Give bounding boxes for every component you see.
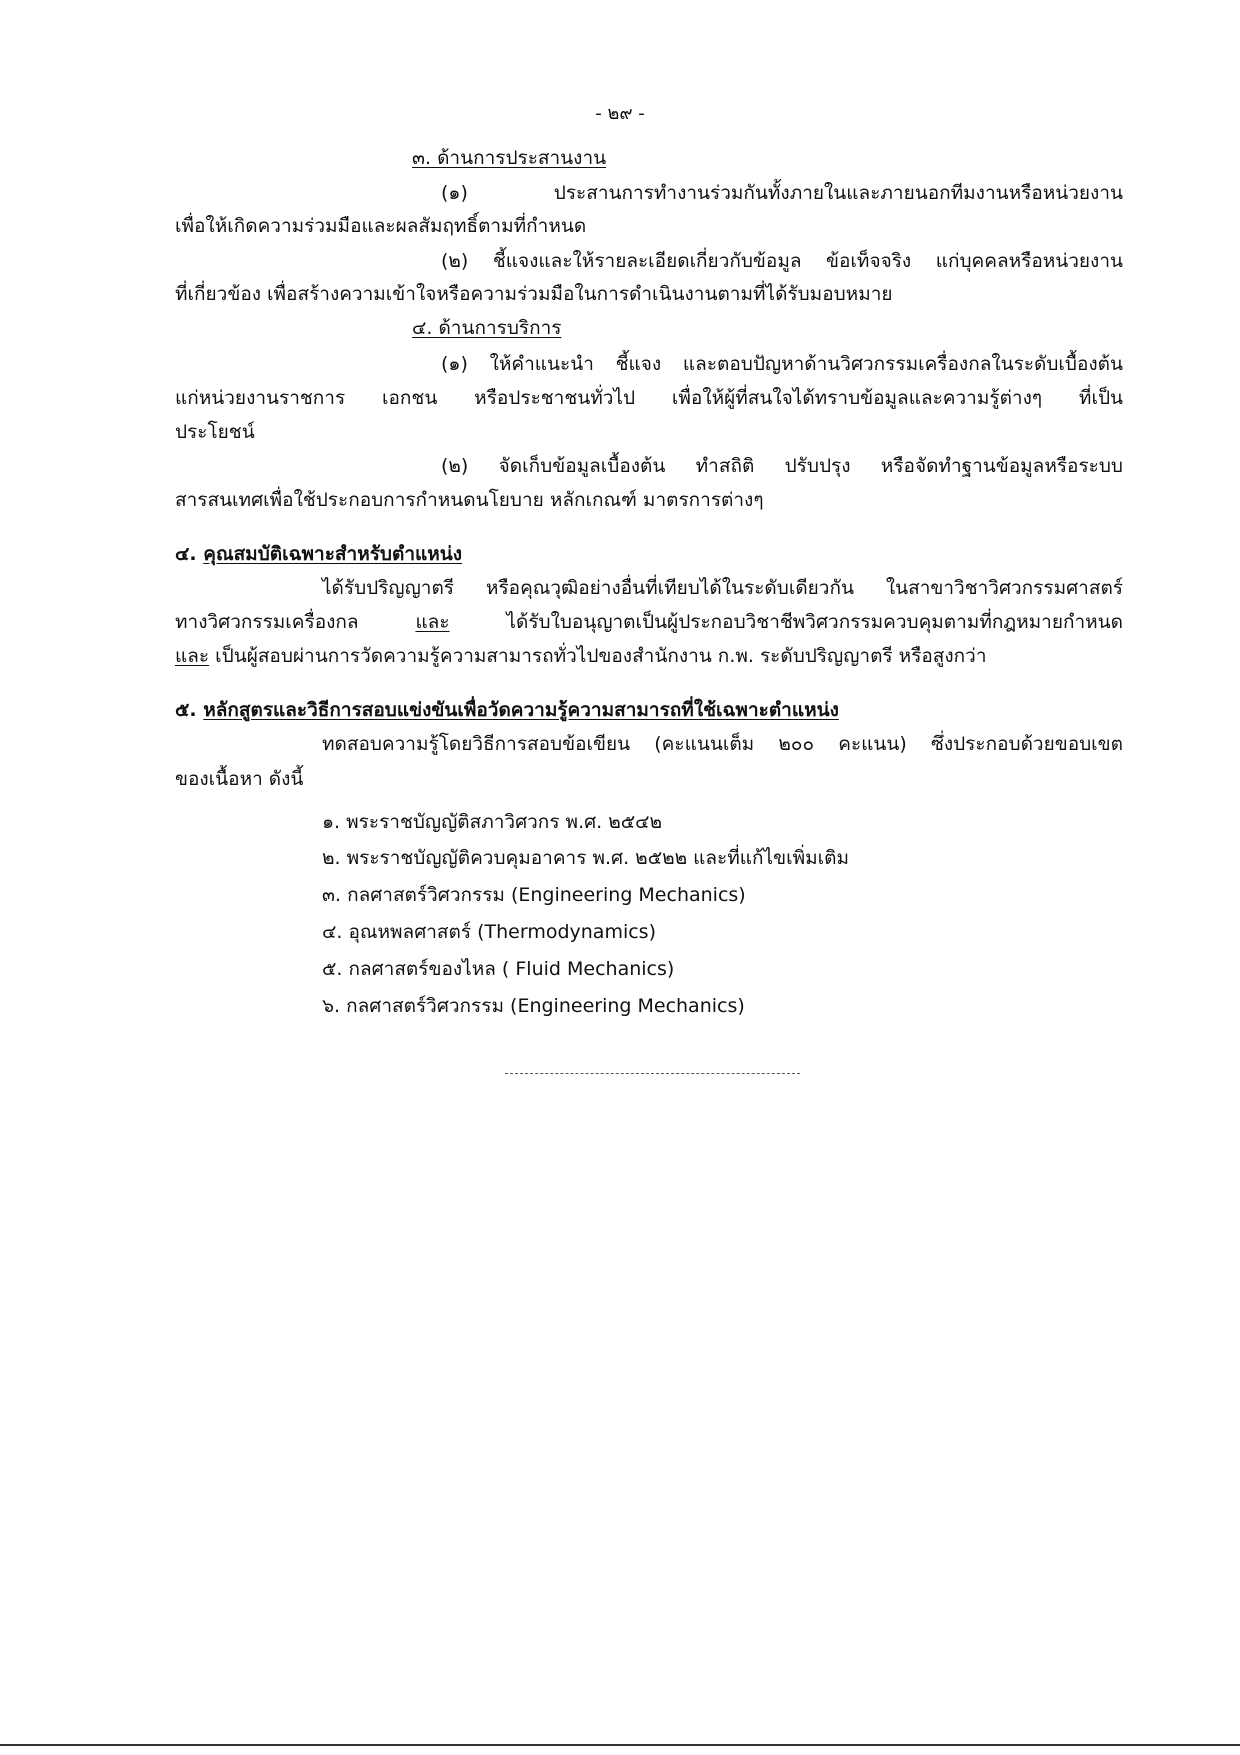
exam-subject-6: ๖. กลศาสตร์วิศวกรรม (Engineering Mechanics) (322, 995, 745, 1017)
exam-subject-3: ๓. กลศาสตร์วิศวกรรม (Engineering Mechanics) (322, 884, 746, 906)
exam-subject-1: ๑. พระราชบัญญัติสภาวิศวกร พ.ศ. ๒๕๔๒ (322, 811, 663, 833)
exam-line-2: ของเนื้อหา ดังนี้ (175, 768, 304, 790)
section-4-item-1-line-1: (๑) ให้คำแนะนำ ชี้แจง และตอบปัญหาด้านวิศวกรรมเครื่องกลในระดับเบื้องต้น (441, 353, 1123, 375)
qualifications-line-1: ได้รับปริญญาตรี หรือคุณวุฒิอย่างอื่นที่เทียบได้ในระดับเดียวกัน ในสาขาวิชาวิศวกรรมศาสตร์ (322, 577, 1123, 599)
section-3-item-2-line-1: (๒) ชี้แจงและให้รายละเอียดเกี่ยวกับข้อมูล ข้อเท็จจริง แก่บุคคลหรือหน่วยงาน (441, 250, 1123, 272)
exam-number: ๕. (175, 699, 197, 721)
qualifications-line-2-pre: ทางวิศวกรรมเครื่องกล (175, 611, 359, 633)
qualifications-line-2 (175, 608, 1123, 636)
section-3-item-2-line-2: ที่เกี่ยวข้อง เพื่อสร้างความเข้าใจหรือความร่วมมือในการดำเนินงานตามที่ได้รับมอบหมาย (175, 283, 893, 305)
end-dashed-separator (505, 1073, 800, 1074)
section-4-item-1-line-3: ประโยชน์ (175, 421, 255, 443)
qualifications-and-2: และ (175, 645, 210, 667)
page-number: - ๒๙ - (595, 103, 645, 124)
exam-subject-5: ๕. กลศาสตร์ของไหล ( Fluid Mechanics) (322, 958, 675, 980)
section-4-item-2-line-1: (๒) จัดเก็บข้อมูลเบื้องต้น ทำสถิติ ปรับปรุง หรือจัดทำฐานข้อมูลหรือระบบ (441, 455, 1123, 477)
qualifications-line-3 (175, 642, 987, 670)
exam-subject-2: ๒. พระราชบัญญัติควบคุมอาคาร พ.ศ. ๒๕๒๒ และที่แก้ไขเพิ่มเติม (322, 847, 849, 869)
exam-heading (175, 696, 839, 724)
section-4-item-1-line-2: แก่หน่วยงานราชการ เอกชน หรือประชาชนทั่วไป เพื่อให้ผู้ที่สนใจได้ทราบข้อมูลและความรู้ต่างๆ ที่เป็น (175, 387, 1123, 409)
section-3-heading: ๓. ด้านการประสานงาน (412, 147, 607, 169)
qualifications-line-3-post: เป็นผู้สอบผ่านการวัดความรู้ความสามารถทั่วไปของสำนักงาน ก.พ. ระดับปริญญาตรี หรือสูงกว่า (215, 645, 987, 667)
section-4-heading: ๔. ด้านการบริการ (412, 317, 562, 339)
qualifications-number: ๔. (175, 543, 197, 565)
section-4-item-2-line-2: สารสนเทศเพื่อใช้ประกอบการกำหนดนโยบาย หลักเกณฑ์ มาตรการต่างๆ (175, 489, 764, 511)
page-bottom-rule (0, 1744, 1240, 1746)
section-3-item-1-line-2: เพื่อให้เกิดความร่วมมือและผลสัมฤทธิ์ตามที่กำหนด (175, 215, 587, 237)
section-3-item-1-line-1: (๑) ประสานการทำงานร่วมกันทั้งภายในและภายนอกทีมงานหรือหน่วยงาน (441, 182, 1123, 204)
qualifications-and-1: และ (415, 611, 450, 633)
exam-subject-4: ๔. อุณหพลศาสตร์ (Thermodynamics) (322, 921, 656, 943)
qualifications-title: คุณสมบัติเฉพาะสำหรับตำแหน่ง (203, 543, 463, 565)
exam-title: หลักสูตรและวิธีการสอบแข่งขันเพื่อวัดความรู้ความสามารถที่ใช้เฉพาะตำแหน่ง (203, 699, 839, 721)
exam-line-1: ทดสอบความรู้โดยวิธีการสอบข้อเขียน (คะแนนเต็ม ๒๐๐ คะแนน) ซึ่งประกอบด้วยขอบเขต (322, 733, 1123, 755)
qualifications-heading (175, 540, 462, 568)
qualifications-line-2-post: ได้รับใบอนุญาตเป็นผู้ประกอบวิชาชีพวิศวกรรมควบคุมตามที่กฎหมายกำหนด (506, 611, 1123, 633)
